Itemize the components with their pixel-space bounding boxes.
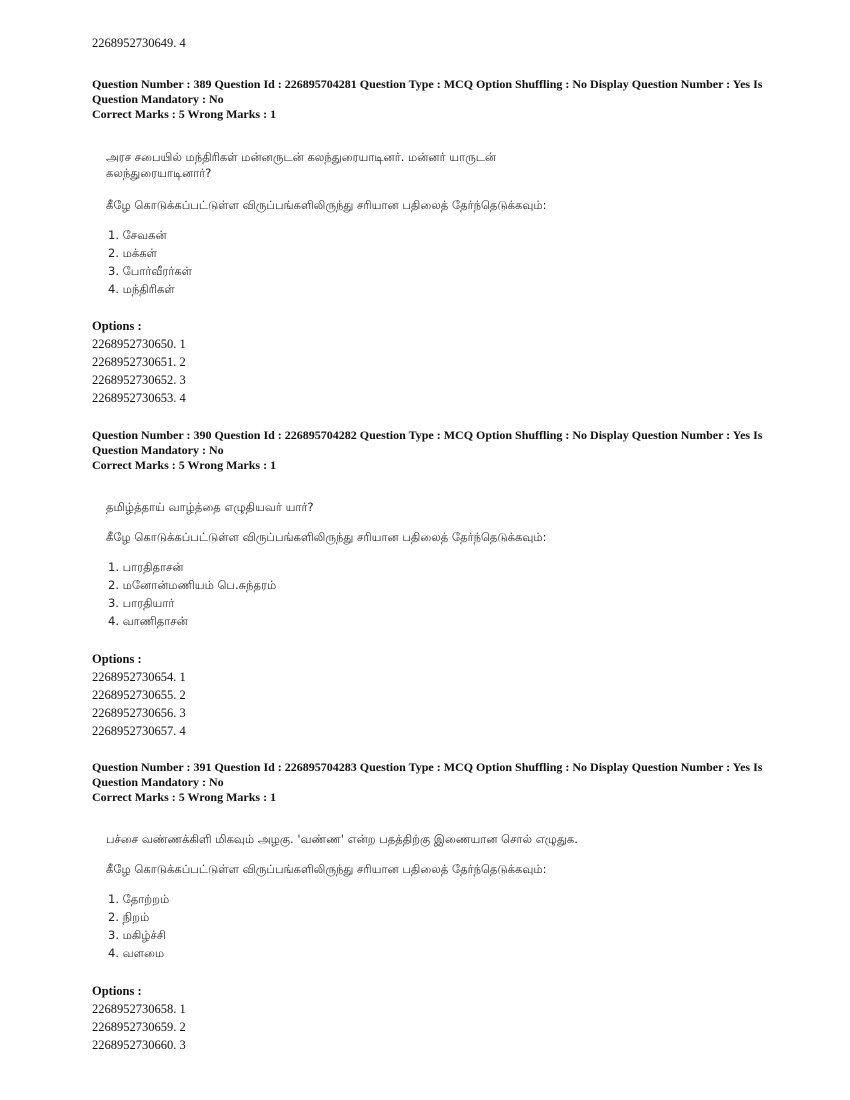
question-text-line: அரச சபையில் மந்திரிகள் மன்னருடன் கலந்துரையாடினர். மன்னர் யாருடன் [106, 150, 497, 164]
option-id: 2268952730652. 3 [92, 373, 186, 387]
question-text-line: தமிழ்த்தாய் வாழ்த்தை எழுதியவர் யார்? [106, 500, 314, 514]
options-label: Options : [92, 984, 142, 998]
option-id: 2268952730660. 3 [92, 1038, 186, 1052]
answer-choice: 2. மனோன்மணியம் பெ.சுந்தரம் [108, 578, 277, 592]
options-label: Options : [92, 319, 142, 333]
option-id: 2268952730653. 4 [92, 391, 186, 405]
question-header: Question Number : 389 Question Id : 226895704281 Question Type : MCQ Option Shuffling : No Display Question Number : Yes Is Question Mandatory : No [92, 77, 763, 106]
question-marks: Correct Marks : 5 Wrong Marks : 1 [92, 790, 277, 804]
answer-choice: 3. மகிழ்ச்சி [108, 928, 166, 942]
option-id: 2268952730654. 1 [92, 670, 186, 684]
question-text-line: பச்சை வண்ணக்கிளி மிகவும் அழகு. 'வண்ண' என்ற பதத்திற்கு இணையான சொல் எழுதுக. [106, 832, 578, 846]
answer-choice: 2. மக்கள் [108, 246, 157, 260]
option-id: 2268952730657. 4 [92, 724, 186, 738]
answer-choice: 1. சேவகன் [108, 228, 167, 242]
option-id: 2268952730651. 2 [92, 355, 186, 369]
option-id: 2268952730655. 2 [92, 688, 186, 702]
question-instruction: கீழே கொடுக்கப்பட்டுள்ள விருப்பங்களிலிருந்து சரியான பதிலைத் தேர்ந்தெடுக்கவும்: [106, 530, 547, 544]
question-instruction: கீழே கொடுக்கப்பட்டுள்ள விருப்பங்களிலிருந்து சரியான பதிலைத் தேர்ந்தெடுக்கவும்: [106, 862, 547, 876]
answer-choice: 4. மந்திரிகள் [108, 282, 175, 296]
option-id: 2268952730658. 1 [92, 1002, 186, 1016]
answer-choice: 3. போர்வீரர்கள் [108, 264, 193, 278]
previous-option-id: 2268952730649. 4 [92, 36, 186, 50]
option-id: 2268952730656. 3 [92, 706, 186, 720]
answer-choice: 4. வாணிதாசன் [108, 614, 188, 628]
option-id: 2268952730659. 2 [92, 1020, 186, 1034]
question-header: Question Number : 390 Question Id : 226895704282 Question Type : MCQ Option Shuffling : No Display Question Number : Yes Is Question Mandatory : No [92, 428, 763, 457]
question-marks: Correct Marks : 5 Wrong Marks : 1 [92, 107, 277, 121]
question-instruction: கீழே கொடுக்கப்பட்டுள்ள விருப்பங்களிலிருந்து சரியான பதிலைத் தேர்ந்தெடுக்கவும்: [106, 198, 547, 212]
answer-choice: 2. நிறம் [108, 910, 150, 924]
question-header: Question Number : 391 Question Id : 226895704283 Question Type : MCQ Option Shuffling : No Display Question Number : Yes Is Question Mandatory : No [92, 760, 763, 789]
options-label: Options : [92, 652, 142, 666]
option-id: 2268952730650. 1 [92, 337, 186, 351]
answer-choice: 4. வளமை [108, 946, 165, 960]
answer-choice: 1. பாரதிதாசன் [108, 560, 184, 574]
answer-choice: 1. தோற்றம் [108, 892, 170, 906]
question-marks: Correct Marks : 5 Wrong Marks : 1 [92, 458, 277, 472]
answer-choice: 3. பாரதியார் [108, 596, 175, 610]
question-text-line: கலந்துரையாடினார்? [106, 166, 212, 180]
